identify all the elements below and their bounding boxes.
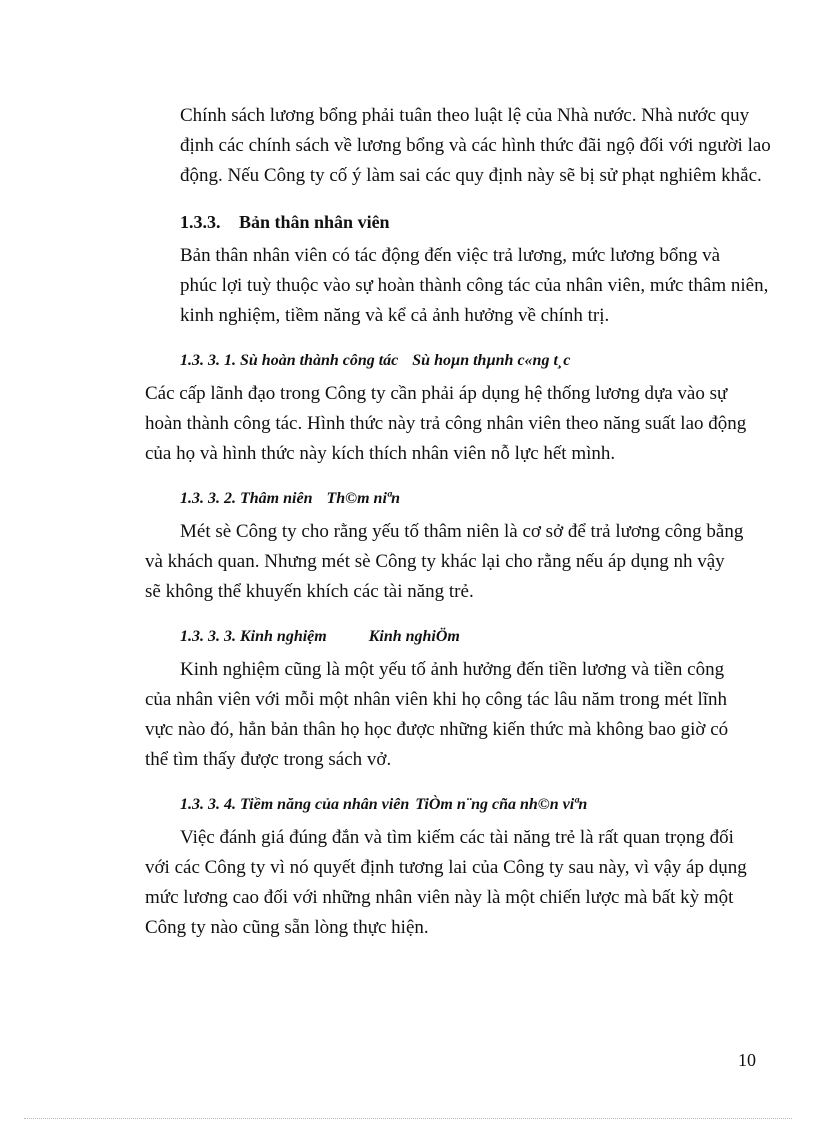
paragraph-line: Mét sè Công ty cho rằng yếu tố thâm niên là cơ sở để trả lương công bằng: [180, 521, 744, 542]
subsection-heading: [180, 628, 460, 646]
subsection-title-duplicate: Th©m niªn: [326, 490, 401, 507]
paragraph-line: với các Công ty vì nó quyết định tương lai của Công ty sau này, vì vậy áp dụng: [145, 857, 747, 878]
page-bottom-divider: [24, 1118, 792, 1119]
paragraph-line: định các chính sách về lương bổng và các hình thức đãi ngộ đối với người lao: [180, 135, 771, 156]
paragraph-line: thể tìm thấy được trong sách vở.: [145, 749, 392, 770]
paragraph-line: phúc lợi tuỳ thuộc vào sự hoàn thành công tác của nhân viên, mức thâm niên,: [180, 275, 769, 296]
subsection-title: 1.3. 3. 4. Tiềm năng của nhân viên: [180, 796, 410, 813]
paragraph-line: và khách quan. Nhưng mét sè Công ty khác lại cho rằng nếu áp dụng nh vậy: [145, 551, 725, 572]
paragraph-line: của nhân viên với mỗi một nhân viên khi họ công tác lâu năm trong mét lĩnh: [145, 689, 728, 710]
paragraph-line: Việc đánh giá đúng đắn và tìm kiếm các tài năng trẻ là rất quan trọng đối: [180, 827, 734, 848]
paragraph-line: Công ty nào cũng sẵn lòng thực hiện.: [145, 917, 429, 938]
paragraph-line: Chính sách lương bổng phải tuân theo luật lệ của Nhà nước. Nhà nước quy: [180, 105, 750, 126]
subsection-title: 1.3. 3. 2. Thâm niên: [180, 490, 313, 507]
subsection-title-duplicate: Kinh nghiÖm: [368, 628, 460, 645]
section-title: Bản thân nhân viên: [239, 212, 390, 232]
subsection-title-duplicate: Sù hoµn thµnh c«ng t¸c: [412, 352, 571, 369]
section-heading: [180, 212, 390, 233]
paragraph-line: Các cấp lãnh đạo trong Công ty cần phải áp dụng hệ thống lương dựa vào sự: [145, 383, 728, 404]
paragraph-line: Bản thân nhân viên có tác động đến việc trả lương, mức lương bổng và: [180, 245, 721, 266]
page-number: 10: [738, 1050, 756, 1070]
paragraph-line: Kinh nghiệm cũng là một yếu tố ảnh hưởng đến tiền lương và tiền công: [180, 659, 725, 680]
paragraph-line: kinh nghiệm, tiềm năng và kể cả ảnh hưởng về chính trị.: [180, 305, 610, 326]
subsection-heading: [180, 490, 400, 508]
section-number: 1.3.3.: [180, 212, 221, 232]
paragraph-line: mức lương cao đối với những nhân viên này là một chiến lược mà bất kỳ một: [145, 887, 734, 908]
subsection-heading: [180, 796, 587, 814]
paragraph-line: vực nào đó, hẳn bản thân họ học được những kiến thức mà không bao giờ có: [145, 719, 729, 740]
paragraph-line: của họ và hình thức này kích thích nhân viên nỗ lực hết mình.: [145, 443, 616, 464]
paragraph-line: động. Nếu Công ty cố ý làm sai các quy định này sẽ bị sử phạt nghiêm khắc.: [180, 165, 762, 186]
subsection-title: 1.3. 3. 1. Sù hoàn thành công tác: [180, 352, 399, 369]
subsection-title: 1.3. 3. 3. Kinh nghiệm: [180, 628, 327, 645]
paragraph-line: sẽ không thể khuyến khích các tài năng trẻ.: [145, 581, 474, 602]
paragraph-line: hoàn thành công tác. Hình thức này trả công nhân viên theo năng suất lao động: [145, 413, 747, 434]
subsection-title-duplicate: TiÒm n¨ng cña nh©n viªn: [415, 796, 588, 813]
subsection-heading: [180, 352, 570, 370]
